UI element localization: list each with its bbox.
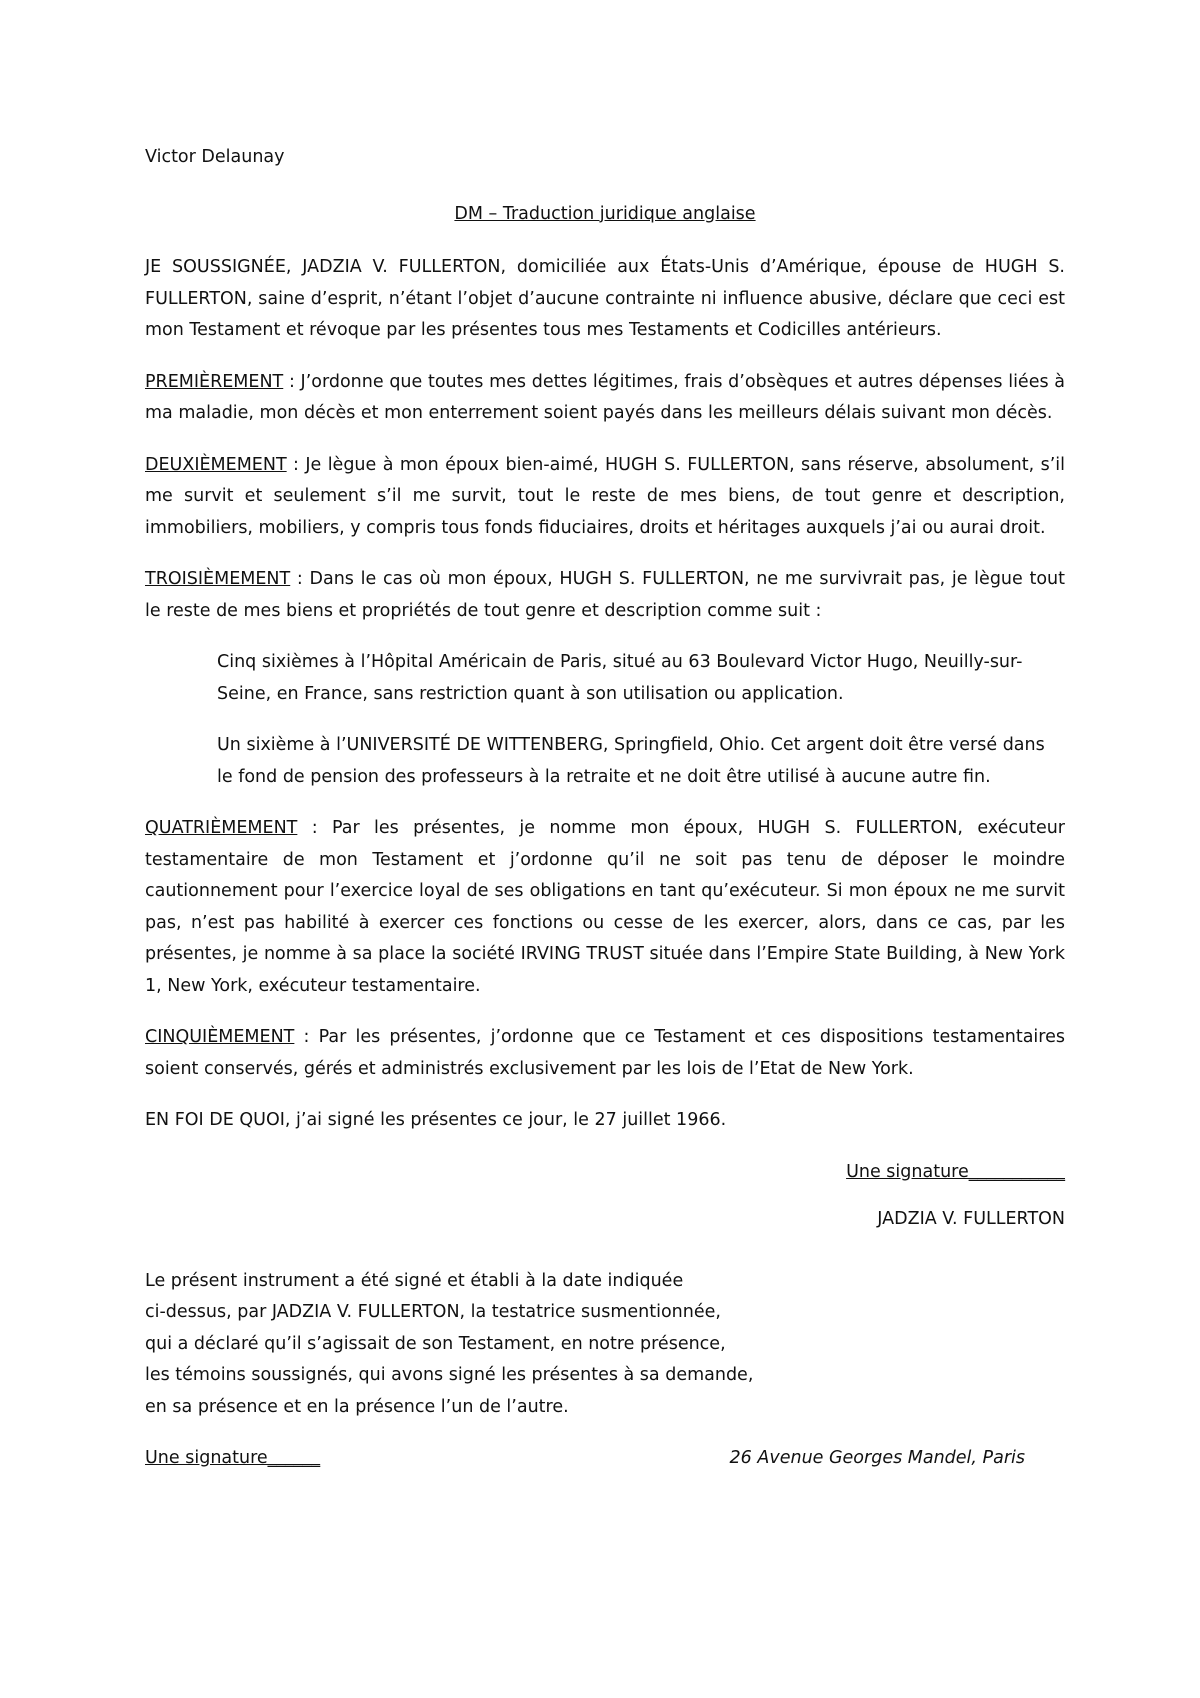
testator-name: JADZIA V. FULLERTON	[877, 1209, 1065, 1229]
bequest-university: Un sixième à l’UNIVERSITÉ DE WITTENBERG, Springfield, Ohio. Cet argent doit être versé dans le fond de pension des professeurs à la retraite et ne doit être utilisé à aucune autre fin.	[217, 735, 1045, 787]
document-title: DM – Traduction juridique anglaise	[454, 203, 756, 224]
author-name: Victor Delaunay	[145, 147, 285, 167]
article-third-heading: TROISIÈMEMENT	[145, 569, 291, 589]
article-second-text: Je lègue à mon époux bien-aimé, HUGH S. FULLERTON, sans réserve, absolument, s’il me survit et seulement s’il me survit, tout le reste de mes biens, de tout genre et description, immobiliers, mobiliers, y compris tous fonds fiduciaires, droits et héritages auxquels j’ai ou aurai droit.	[145, 454, 1065, 538]
article-second: DEUXIÈMEMENT : Je lègue à mon époux bien-aimé, HUGH S. FULLERTON, sans réserve, absolument, s’il me survit et seulement s’il me survit, tout le reste de mes biens, de tout genre et description, immobiliers, mobiliers, y compris tous fonds fiduciaires, droits et héritages auxquels j’ai ou aurai droit.	[145, 454, 1065, 538]
article-first-heading: PREMIÈREMENT	[145, 371, 284, 392]
article-fourth-text: Par les présentes, je nomme mon époux, HUGH S. FULLERTON, exécuteur testamentaire de mon Testament et j’ordonne qu’il ne soit pas tenu de déposer le moindre cautionnement pour l’exercice loyal de ses obligations en tant qu’exécuteur. Si mon époux ne me survit pas, n’est pas habilité à exercer ces fonctions ou cesse de les exercer, alors, dans ce cas, par les présentes, je nomme à sa place la société IRVING TRUST située dans l’Empire State Building, à New York 1, New York, exécuteur testamentaire.	[145, 818, 1065, 996]
testator-signature	[145, 1157, 1065, 1189]
attestation-line: Le présent instrument a été signé et établi à la date indiquée	[145, 1270, 684, 1291]
witness-signature-row	[145, 1443, 1025, 1475]
article-first: PREMIÈREMENT : J’ordonne que toutes mes dettes légitimes, frais d’obsèques et autres dépenses liées à ma maladie, mon décès et mon enterrement soient payés dans les meilleurs délais suivant mon décès.	[145, 371, 1066, 423]
witness-signature-line: Une signature______	[145, 1448, 321, 1468]
preamble-paragraph: JE SOUSSIGNÉE, JADZIA V. FULLERTON, domiciliée aux États-Unis d’Amérique, épouse de HUGH S. FULLERTON, saine d’esprit, n’étant l’objet d’aucune contrainte ni influence abusive, déclare que ceci est mon Testament et révoque par les présentes tous mes Testaments et Codicilles antérieurs.	[145, 257, 1065, 340]
article-fourth: QUATRIÈMEMENT : Par les présentes, je nomme mon époux, HUGH S. FULLERTON, exécuteur testamentaire de mon Testament et j’ordonne qu’il ne soit pas tenu de déposer le moindre cautionnement pour l’exercice loyal de ses obligations en tant qu’exécuteur. Si mon époux ne me survit pas, n’est pas habilité à exercer ces fonctions ou cesse de les exercer, alors, dans ce cas, par les présentes, je nomme à sa place la société IRVING TRUST située dans l’Empire State Building, à New York 1, New York, exécuteur testamentaire.	[145, 818, 1065, 996]
attestation-line: ci-dessus, par JADZIA V. FULLERTON, la testatrice susmentionnée,	[145, 1302, 721, 1322]
article-fourth-heading: QUATRIÈMEMENT	[145, 818, 298, 838]
witness-address: 26 Avenue Georges Mandel, Paris	[729, 1448, 1025, 1468]
bequest-hospital: Cinq sixièmes à l’Hôpital Américain de Paris, situé au 63 Boulevard Victor Hugo, Neuilly-sur-Seine, en France, sans restriction quant à son utilisation ou application.	[217, 652, 1023, 704]
article-third: TROISIÈMEMENT : Dans le cas où mon époux, HUGH S. FULLERTON, ne me survivrait pas, je lègue tout le reste de mes biens et propriétés de tout genre et description comme suit :	[145, 569, 1065, 621]
testator-signature-line: Une signature___________	[846, 1161, 1065, 1182]
document-body	[145, 142, 1065, 1475]
article-second-heading: DEUXIÈMEMENT	[145, 454, 287, 475]
attestation-clause	[145, 1266, 1065, 1424]
article-fifth-heading: CINQUIÈMEMENT	[145, 1027, 295, 1047]
attestation-line: en sa présence et en la présence l’un de l’autre.	[145, 1396, 569, 1417]
attestation-line: qui a déclaré qu’il s’agissait de son Testament, en notre présence,	[145, 1333, 726, 1354]
witness-clause: EN FOI DE QUOI, j’ai signé les présentes ce jour, le 27 juillet 1966.	[145, 1110, 727, 1130]
article-fifth: CINQUIÈMEMENT : Par les présentes, j’ordonne que ce Testament et ces dispositions testamentaires soient conservés, gérés et administrés exclusivement par les lois de l’Etat de New York.	[145, 1027, 1065, 1079]
article-third-text: Dans le cas où mon époux, HUGH S. FULLERTON, ne me survivrait pas, je lègue tout le reste de mes biens et propriétés de tout genre et description comme suit :	[145, 569, 1065, 621]
attestation-line: les témoins soussignés, qui avons signé les présentes à sa demande,	[145, 1365, 754, 1385]
article-fifth-text: Par les présentes, j’ordonne que ce Testament et ces dispositions testamentaires soient conservés, gérés et administrés exclusivement par les lois de l’Etat de New York.	[145, 1027, 1065, 1079]
article-first-text: J’ordonne que toutes mes dettes légitimes, frais d’obsèques et autres dépenses liées à ma maladie, mon décès et mon enterrement soient payés dans les meilleurs délais suivant mon décès.	[145, 371, 1066, 423]
